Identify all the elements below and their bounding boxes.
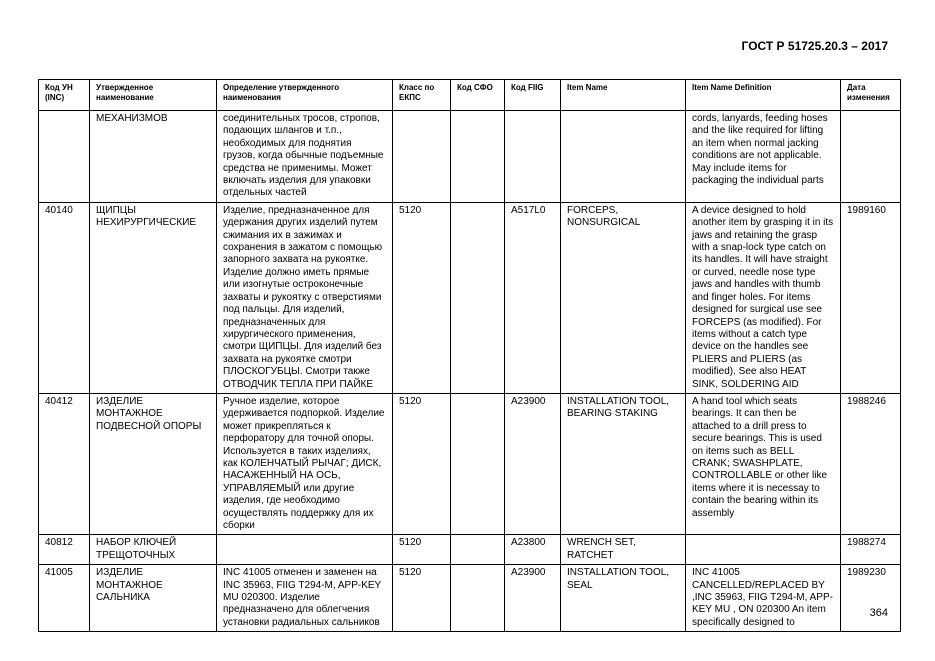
cell-sfo	[451, 202, 505, 393]
cell-inc: 40412	[39, 393, 90, 534]
cell-inc: 41005	[39, 565, 90, 632]
table-row	[39, 565, 901, 632]
cell-item-definition	[686, 535, 841, 565]
cell-sfo	[451, 535, 505, 565]
col-header-inc: Код УН (INC)	[39, 80, 90, 111]
cell-date	[841, 111, 901, 203]
cell-item-name	[561, 111, 686, 203]
cell-definition: INC 41005 отменен и заменен на INC 35963, FIIG T294-M, APP-KEY MU 020300. Изделие предназначено для облегчения установки радиальных сальников	[217, 565, 393, 632]
cell-fiig	[505, 111, 561, 203]
table-row	[39, 535, 901, 565]
cell-fiig: A23900	[505, 393, 561, 534]
cell-definition: Изделие, предназначенное для удержания других изделий путем сжимания их в зажимах и сохранения в зажатом с помощью запорного захвата на рукоятке. Изделие должно иметь прямые или изогнутые остроконечные захваты и рукоятку с отверстиями под пальцы. Для изделий, предназначенных для хирургического применения, смотри ЩИПЦЫ. Для изделий без захвата на рукоятке смотри ПЛОСКОГУБЦЫ. Смотри также ОТВОДЧИК ТЕПЛА ПРИ ПАЙКЕ	[217, 202, 393, 393]
cell-name: ИЗДЕЛИЕ МОНТАЖНОЕ САЛЬНИКА	[90, 565, 217, 632]
col-header-class: Класс по ЕКПС	[393, 80, 451, 111]
cell-date: 1989160	[841, 202, 901, 393]
cell-item-name: INSTALLATION TOOL, BEARING STAKING	[561, 393, 686, 534]
cell-item-definition: INC 41005 CANCELLED/REPLACED BY ,INC 35963, FIIG T294-M, APP- KEY MU , ON 020300 An item specifically designed to	[686, 565, 841, 632]
cell-inc: 40812	[39, 535, 90, 565]
table-row	[39, 111, 901, 203]
cell-class: 5120	[393, 202, 451, 393]
cell-date: 1989230	[841, 565, 901, 632]
col-header-sfo: Код СФО	[451, 80, 505, 111]
cell-date: 1988246	[841, 393, 901, 534]
table-row	[39, 202, 901, 393]
cell-class	[393, 111, 451, 203]
cell-fiig: A517L0	[505, 202, 561, 393]
col-header-item-definition: Item Name Definition	[686, 80, 841, 111]
page-number: 364	[869, 607, 888, 619]
cell-inc	[39, 111, 90, 203]
cell-fiig: A23800	[505, 535, 561, 565]
cell-name: МЕХАНИЗМОВ	[90, 111, 217, 203]
cell-item-name: WRENCH SET, RATCHET	[561, 535, 686, 565]
standard-designation: ГОСТ Р 51725.20.3 – 2017	[741, 39, 888, 53]
col-header-definition: Определение утвержденного наименования	[217, 80, 393, 111]
cell-name: НАБОР КЛЮЧЕЙ ТРЕЩОТОЧНЫХ	[90, 535, 217, 565]
table-header-row	[39, 80, 901, 111]
cell-definition	[217, 535, 393, 565]
cell-inc: 40140	[39, 202, 90, 393]
cell-class: 5120	[393, 535, 451, 565]
cell-class: 5120	[393, 393, 451, 534]
cell-item-definition: A device designed to hold another item by grasping it in its jaws and retaining the grasp with a snap-lock type catch on its handles. It will have straight or curved, needle nose type jaws and handles with thumb and finger holes. For items designed for surgical use see FORCEPS (as modified). For items without a catch type device on the handles see PLIERS and PLIERS (as modified). See also HEAT SINK, SOLDERING AID	[686, 202, 841, 393]
cell-date: 1988274	[841, 535, 901, 565]
col-header-fiig: Код FIIG	[505, 80, 561, 111]
cell-item-name: INSTALLATION TOOL, SEAL	[561, 565, 686, 632]
cell-class: 5120	[393, 565, 451, 632]
cell-name: ИЗДЕЛИЕ МОНТАЖНОЕ ПОДВЕСНОЙ ОПОРЫ	[90, 393, 217, 534]
cell-item-name: FORCEPS, NONSURGICAL	[561, 202, 686, 393]
cell-sfo	[451, 393, 505, 534]
col-header-name: Утвержденное наименование	[90, 80, 217, 111]
cell-sfo	[451, 111, 505, 203]
cell-definition: соединительных тросов, стропов, подающих шлангов и т.п., необходимых для поднятия грузов, когда обычные подъемные средства не применимы. Может включать изделия для упаковки отдельных частей	[217, 111, 393, 203]
col-header-item-name: Item Name	[561, 80, 686, 111]
table-row	[39, 393, 901, 534]
cell-fiig: A23900	[505, 565, 561, 632]
col-header-date: Дата изменения	[841, 80, 901, 111]
catalog-table	[38, 79, 901, 632]
cell-item-definition: A hand tool which seats bearings. It can then be attached to a drill press to secure bearings. This is used on items such as BELL CRANK; SWASHPLATE, CONTROLLABLE or other like items where it is necessay to contain the bearing within its assembly	[686, 393, 841, 534]
cell-definition: Ручное изделие, которое удерживается подпоркой. Изделие может прикрепляться к перфоратору для точной опоры. Используется в таких изделиях, как КОЛЕНЧАТЫЙ РЫЧАГ; ДИСК, НАСАЖЕННЫЙ НА ОСЬ, УПРАВЛЯЕМЫЙ или другие изделия, где необходимо осуществлять поддержку для их сборки	[217, 393, 393, 534]
cell-sfo	[451, 565, 505, 632]
cell-item-definition: cords, lanyards, feeding hoses and the like required for lifting an item when normal jacking conditions are not applicable. May include items for packaging the individual parts	[686, 111, 841, 203]
cell-name: ЩИПЦЫ НЕХИРУРГИЧЕСКИЕ	[90, 202, 217, 393]
